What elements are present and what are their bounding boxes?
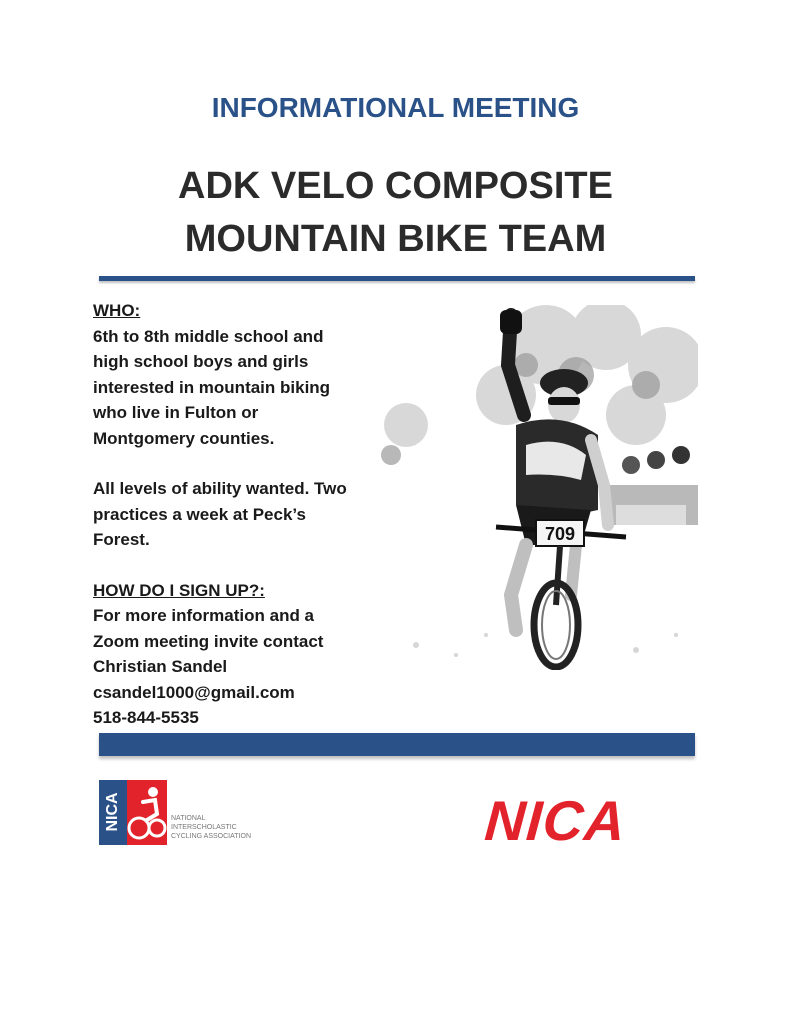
top-divider (99, 276, 695, 281)
nica-badge-logo (99, 780, 251, 850)
nica-wordmark: NICA (482, 789, 629, 852)
title-line-1: ADK VELO COMPOSITE (178, 165, 613, 207)
who-text: 6th to 8th middle school and high school boys and girls interested in mountain biking who live in Fulton or Montgomery counties. (93, 326, 331, 448)
ability-text: All levels of ability wanted. Two practices a week at Peck’s Forest. (93, 479, 347, 549)
bib-number: 709 (544, 524, 576, 544)
info-column (93, 298, 383, 731)
who-heading: WHO: (93, 301, 141, 320)
bottom-divider (99, 733, 695, 756)
badge-text: NICA (104, 792, 122, 832)
contact-email: csandel1000@gmail.com (93, 682, 295, 702)
org-name: NATIONAL INTERSCHOLASTIC CYCLING ASSOCIATION (171, 815, 251, 840)
page-title (0, 160, 791, 266)
title-line-2: MOUNTAIN BIKE TEAM (184, 218, 607, 260)
meeting-kicker: INFORMATIONAL MEETING (211, 92, 580, 123)
cyclist-photo (376, 305, 698, 670)
contact-phone: 518-844-5535 (93, 708, 199, 727)
signup-heading: HOW DO I SIGN UP?: (93, 580, 265, 600)
signup-text: For more information and a Zoom meeting invite contact Christian Sandel (93, 606, 324, 676)
